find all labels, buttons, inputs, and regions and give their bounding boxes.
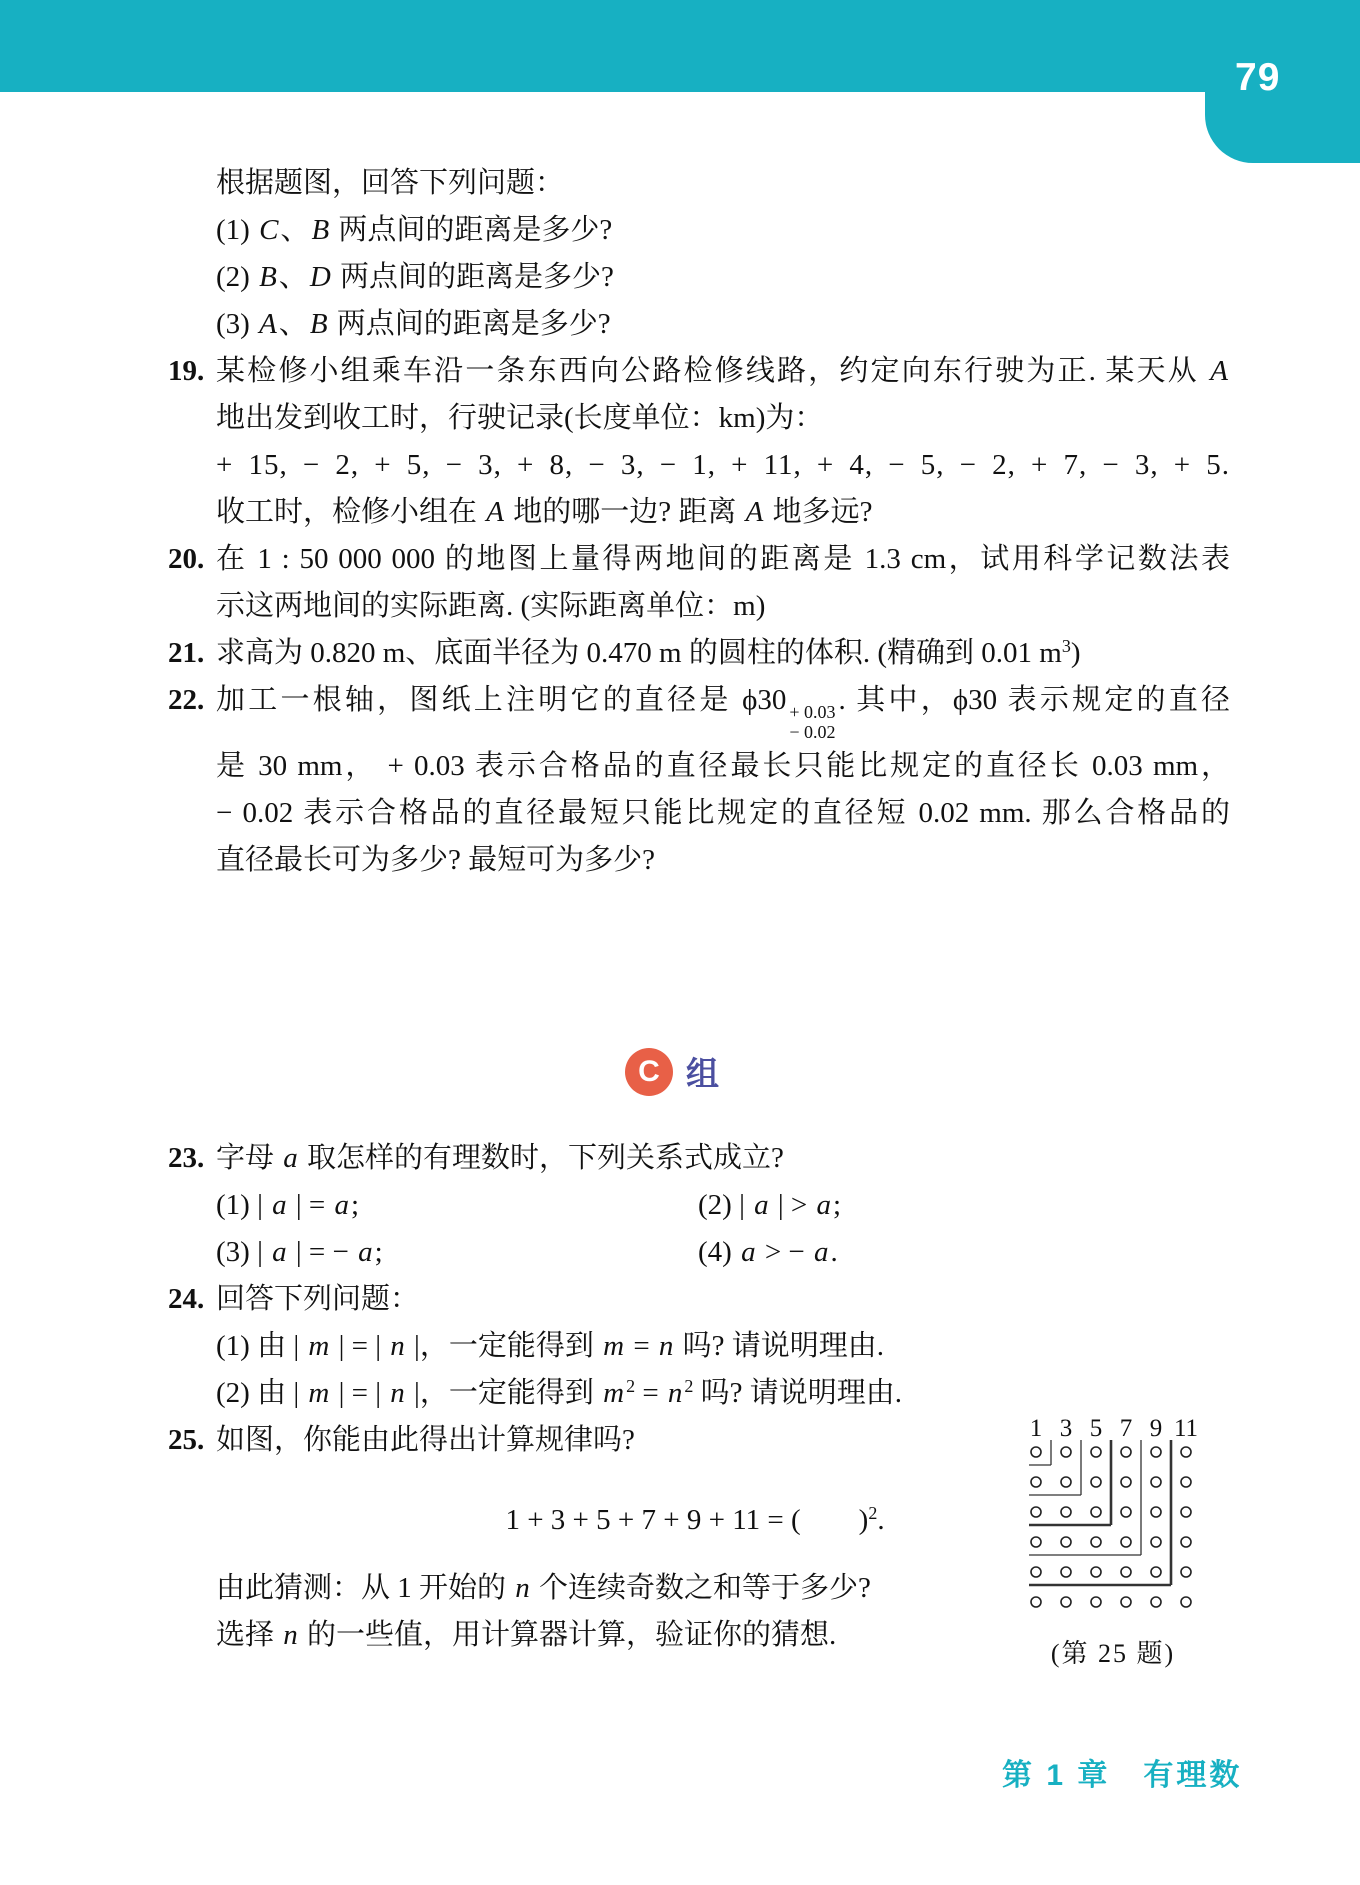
dot <box>1121 1597 1131 1607</box>
text-line: 在 1 : 50 000 000 的地图上量得两地间的距离是 1.3 cm，试用科学记数法表 <box>216 543 1230 575</box>
text-line: 收工时，检修小组在 A 地的哪一边? 距离 A 地多远? <box>216 496 873 528</box>
dot <box>1121 1567 1131 1577</box>
dot <box>1151 1537 1161 1547</box>
dot <box>1181 1567 1191 1577</box>
problem-21 <box>168 630 1230 677</box>
problem-23 <box>168 1135 1230 1276</box>
dot <box>1061 1597 1071 1607</box>
dot <box>1121 1507 1131 1517</box>
text-line: (1) C、B 两点间的距离是多少? <box>216 214 613 246</box>
problem-number: 25. <box>168 1423 205 1456</box>
dot <box>1181 1477 1191 1487</box>
text-line: (2) 由 | m | = | n |，一定能得到 m $^2$ = n $^2$ 吗? 请说明理由. <box>216 1375 903 1409</box>
dot-grid-figure <box>1008 1414 1218 1614</box>
text-line: 直径最长可为多少? 最短可为多少? <box>216 843 655 876</box>
dot <box>1091 1537 1101 1547</box>
text-line: 示这两地间的实际距离. (实际距离单位：m) <box>216 590 766 622</box>
text-line: 地出发到收工时，行驶记录(长度单位：km)为： <box>216 402 824 434</box>
text-line: (1) | a | = a; (2) | a | > a; <box>216 1188 842 1221</box>
text-line: 某检修小组乘车沿一条东西向公路检修线路，约定向东行驶为正. 某天从 A <box>216 355 1228 387</box>
problem-number: 22. <box>168 684 205 716</box>
problem-number: 23. <box>168 1141 205 1174</box>
text-line: (2) B、D 两点间的距离是多少? <box>216 261 614 293</box>
dot <box>1031 1507 1041 1517</box>
dot <box>1151 1477 1161 1487</box>
problem-intro <box>168 160 1230 348</box>
dot <box>1061 1447 1071 1457</box>
dot <box>1181 1507 1191 1517</box>
figure-caption: (第 25 题) <box>1050 1639 1176 1668</box>
text-line: (3) | a | = − a; (4) a > − a. <box>216 1235 838 1268</box>
text-line: 根据题图，回答下列问题： <box>216 167 565 199</box>
figure-col-label: 3 <box>1059 1415 1073 1442</box>
text-line: (1) 由 | m | = | n |，一定能得到 m = n 吗? 请说明理由. <box>216 1329 885 1362</box>
dot <box>1061 1507 1071 1517</box>
dot <box>1091 1597 1101 1607</box>
dot <box>1031 1537 1041 1547</box>
text-line: 回答下列问题： <box>216 1282 420 1315</box>
problem-number: 19. <box>168 355 205 387</box>
dot <box>1031 1567 1041 1577</box>
text-line: 字母 a 取怎样的有理数时，下列关系式成立? <box>216 1141 784 1174</box>
header-band <box>0 0 1360 92</box>
dot <box>1151 1507 1161 1517</box>
problems-group-upper <box>168 160 1230 884</box>
text-line: + 15, − 2, + 5, − 3, + 8, − 3, − 1, + 11, + 4, − 5, − 2, + 7, − 3, + 5. <box>216 449 1230 481</box>
dot <box>1121 1447 1131 1457</box>
text-line: 加工一根轴，图纸上注明它的直径是 ϕ30 + 0.03 − 0.02 . 其中，ϕ30 表示规定的直径 <box>216 684 1231 742</box>
dot <box>1151 1447 1161 1457</box>
text-line: 选择 n 的一些值，用计算器计算，验证你的猜想. <box>216 1618 837 1651</box>
dot <box>1121 1537 1131 1547</box>
dot <box>1091 1447 1101 1457</box>
problem-24 <box>168 1276 1230 1417</box>
problem-number: 20. <box>168 543 205 575</box>
dot <box>1091 1477 1101 1487</box>
group-c-badge <box>625 1048 1230 1096</box>
group-c-circle-icon: C <box>625 1048 673 1096</box>
text-line: (3) A、B 两点间的距离是多少? <box>216 308 611 340</box>
problem-22 <box>168 677 1230 884</box>
text-line: 1 + 3 + 5 + 7 + 9 + 11 = ( )$^2$. <box>505 1502 885 1536</box>
figure-col-label: 7 <box>1119 1415 1133 1442</box>
dot <box>1061 1477 1071 1487</box>
problem-20 <box>168 536 1230 630</box>
text-line: 由此猜测：从 1 开始的 n 个连续奇数之和等于多少? <box>216 1571 871 1604</box>
text-line: 是 30 mm， + 0.03 表示合格品的直径最长只能比规定的直径长 0.03 mm， <box>216 749 1230 782</box>
dot <box>1091 1567 1101 1577</box>
text-line: 求高为 0.820 m、底面半径为 0.470 m 的圆柱的体积. (精确到 0.01 $m^3$) <box>216 636 1081 669</box>
figure-col-label: 11 <box>1173 1415 1199 1442</box>
dot <box>1091 1507 1101 1517</box>
dot <box>1181 1537 1191 1547</box>
group-c-label: 组 <box>686 1055 719 1093</box>
problem-19 <box>168 348 1230 536</box>
dot <box>1151 1567 1161 1577</box>
page-number: 79 <box>1235 56 1281 99</box>
problem-number <box>168 160 216 348</box>
figure-col-label: 9 <box>1149 1415 1163 1442</box>
dot <box>1061 1537 1071 1547</box>
page-number-tab <box>1205 0 1360 163</box>
dot <box>1121 1477 1131 1487</box>
dot <box>1061 1567 1071 1577</box>
problem-number: 24. <box>168 1282 205 1315</box>
dot <box>1031 1477 1041 1487</box>
dot <box>1151 1597 1161 1607</box>
dot <box>1031 1597 1041 1607</box>
dot <box>1181 1597 1191 1607</box>
problem-25-figure <box>1008 1414 1218 1670</box>
figure-col-label: 1 <box>1029 1415 1043 1442</box>
chapter-footer: 第 1 章 有理数 <box>1002 1759 1243 1792</box>
text-line: 如图，你能由此得出计算规律吗? <box>216 1423 635 1456</box>
text-line: − 0.02 表示合格品的直径最短只能比规定的直径短 0.02 mm. 那么合格品的 <box>216 796 1230 829</box>
dot <box>1031 1447 1041 1457</box>
dot <box>1181 1447 1191 1457</box>
tolerance-stack: + 0.03 − 0.02 <box>789 702 836 742</box>
problem-number: 21. <box>168 637 205 669</box>
figure-col-label: 5 <box>1089 1415 1103 1442</box>
